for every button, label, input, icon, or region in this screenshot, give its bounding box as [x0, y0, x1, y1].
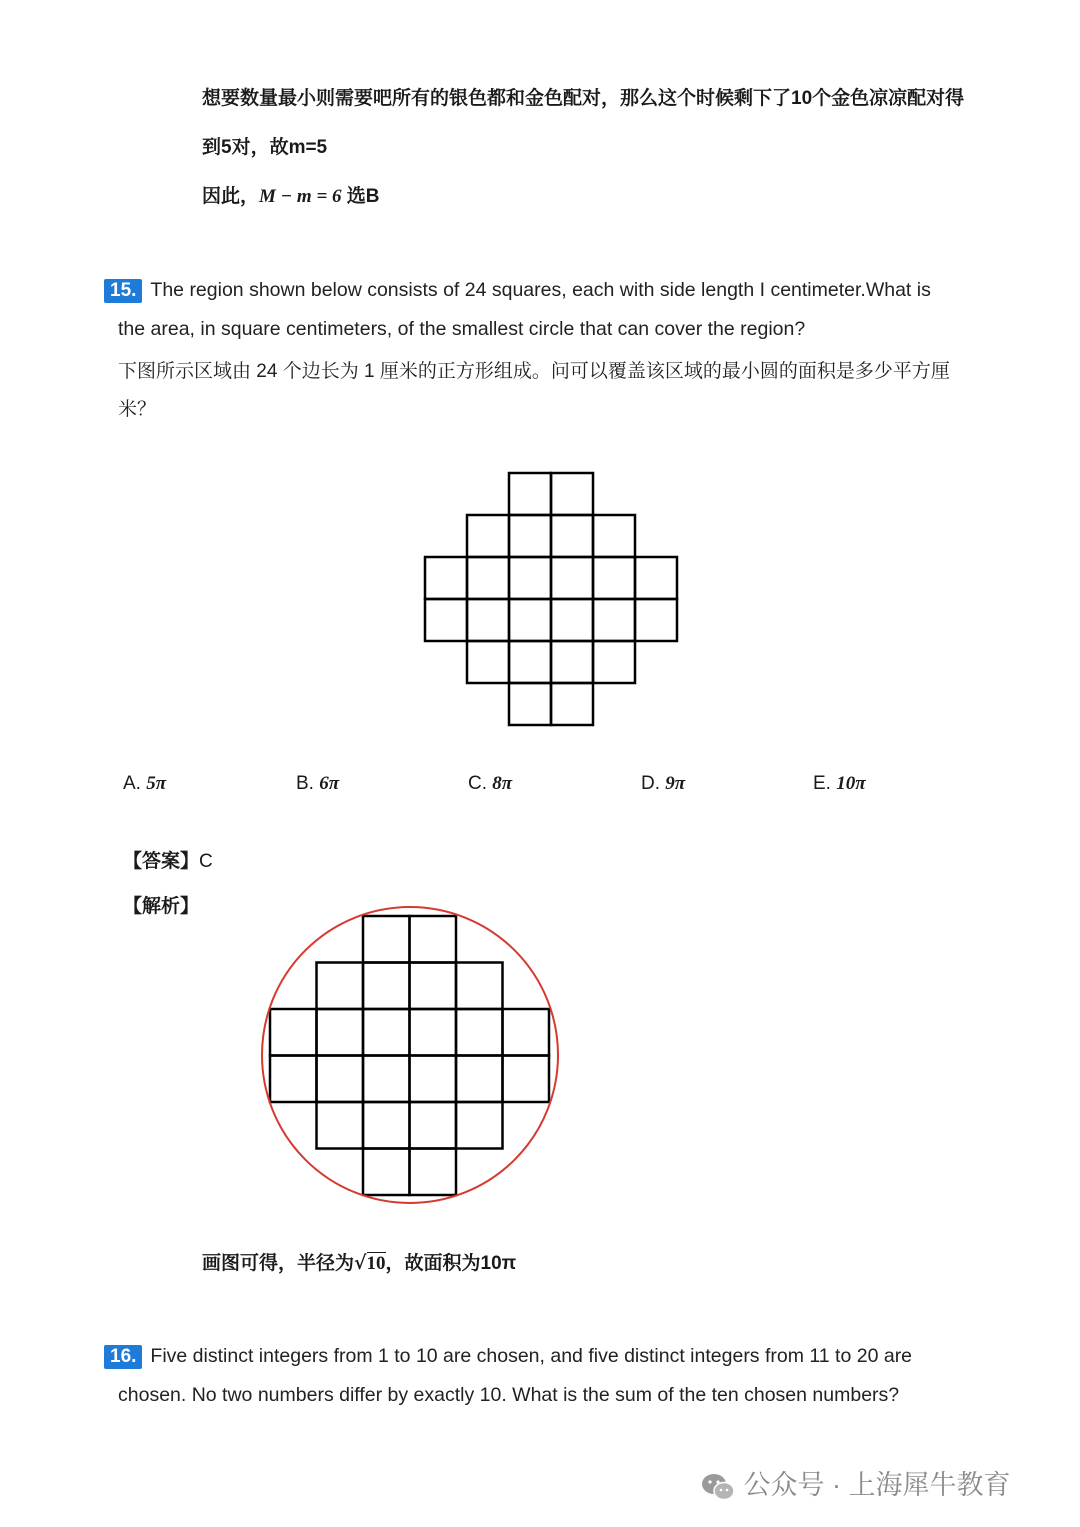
unit-square	[551, 515, 593, 557]
answer-line	[123, 846, 213, 873]
unit-square	[593, 515, 635, 557]
unit-square	[551, 683, 593, 725]
choice-c-value: 8π	[492, 773, 513, 794]
q15-zh-line-1: 下图所示区域由 24 个边长为 1 厘米的正方形组成。问可以覆盖该区域的最小圆的面积是多少平方厘	[118, 361, 950, 382]
sqrt-symbol-icon: √	[354, 1252, 367, 1274]
unit-square	[363, 963, 410, 1010]
unit-square	[456, 1009, 503, 1056]
unit-square	[551, 641, 593, 683]
choice-a	[123, 773, 166, 795]
analysis-text	[202, 1248, 516, 1275]
unit-square	[363, 1009, 410, 1056]
q15-en-line-1	[104, 279, 931, 303]
choice-b-value: 6π	[319, 773, 340, 794]
unit-square	[410, 963, 457, 1010]
footer-watermark	[700, 1463, 1011, 1502]
unit-square	[635, 557, 677, 599]
choice-e-label: E.	[813, 773, 831, 794]
unit-square	[363, 1149, 410, 1196]
prev-solution-line-2: 到5对，故m=5	[202, 137, 328, 158]
q16-number-badge: 16.	[104, 1345, 142, 1369]
unit-square	[317, 1056, 364, 1103]
unit-square	[509, 515, 551, 557]
choice-d	[641, 773, 685, 795]
unit-square	[410, 916, 457, 963]
unit-square	[317, 1102, 364, 1149]
unit-square	[270, 1009, 317, 1056]
unit-square	[551, 557, 593, 599]
unit-square	[551, 473, 593, 515]
sqrt-radicand: 10	[366, 1253, 386, 1274]
answer-label: 【答案】	[123, 851, 200, 872]
unit-square	[509, 599, 551, 641]
analysis-prefix: 画图可得，半径为	[202, 1253, 355, 1274]
unit-square	[270, 1056, 317, 1103]
choice-b-label: B.	[296, 773, 314, 794]
choice-c-label: C.	[468, 773, 487, 794]
unit-square	[509, 557, 551, 599]
unit-square	[509, 641, 551, 683]
q15-region-figure	[420, 468, 684, 732]
prev-solution-suffix: 选B	[341, 186, 380, 207]
unit-square	[425, 557, 467, 599]
unit-square	[467, 641, 509, 683]
unit-square	[456, 1102, 503, 1149]
unit-square	[410, 1149, 457, 1196]
choice-d-value: 9π	[665, 773, 686, 794]
choice-d-label: D.	[641, 773, 660, 794]
q15-en-line-2: the area, in square centimeters, of the smallest circle that can cover the region?	[118, 318, 806, 340]
unit-square	[503, 1009, 550, 1056]
unit-square	[635, 599, 677, 641]
analysis-suffix: ，故面积为10π	[385, 1253, 517, 1274]
prev-solution-prefix: 因此，	[202, 186, 260, 207]
q16-en-line-1	[104, 1345, 912, 1369]
unit-square	[317, 963, 364, 1010]
unit-square	[363, 1056, 410, 1103]
unit-square	[467, 557, 509, 599]
unit-square	[551, 599, 593, 641]
unit-square	[425, 599, 467, 641]
prev-solution-math: M − m = 6	[259, 186, 342, 207]
unit-square	[410, 1102, 457, 1149]
answer-value: C	[199, 851, 213, 872]
wechat-icon	[700, 1472, 736, 1502]
footer-text: 公众号 · 上海犀牛教育	[743, 1470, 1011, 1500]
choice-b	[296, 773, 339, 795]
unit-square	[410, 1009, 457, 1056]
unit-square	[456, 963, 503, 1010]
q16-en-line-2: chosen. No two numbers differ by exactly 10. What is the sum of the ten chosen numbers?	[118, 1384, 900, 1406]
choice-e	[813, 773, 866, 795]
q15-number-badge: 15.	[104, 279, 142, 303]
solution-grid	[270, 916, 549, 1195]
unit-square	[363, 1102, 410, 1149]
analysis-label: 【解析】	[123, 896, 200, 917]
unit-square	[509, 473, 551, 515]
unit-square	[410, 1056, 457, 1103]
q16-en-text-1: Five distinct integers from 1 to 10 are chosen, and five distinct integers from 11 to 20 are	[150, 1345, 913, 1367]
unit-square	[593, 599, 635, 641]
q15-en-text-1: The region shown below consists of 24 squares, each with side length I centimeter.What is	[150, 279, 931, 301]
choice-a-value: 5π	[146, 773, 167, 794]
unit-square	[467, 599, 509, 641]
choice-a-label: A.	[123, 773, 141, 794]
unit-square	[456, 1056, 503, 1103]
unit-square	[467, 515, 509, 557]
unit-square	[363, 916, 410, 963]
q15-zh-line-2: 米？	[118, 399, 157, 420]
unit-square	[509, 683, 551, 725]
choice-c	[468, 773, 512, 795]
unit-square	[593, 641, 635, 683]
q15-solution-figure	[256, 905, 564, 1205]
unit-square	[317, 1009, 364, 1056]
prev-solution-line-3	[202, 181, 380, 208]
region-grid	[425, 473, 677, 725]
choice-e-value: 10π	[836, 773, 866, 794]
unit-square	[593, 557, 635, 599]
unit-square	[503, 1056, 550, 1103]
prev-solution-line-1: 想要数量最小则需要吧所有的银色都和金色配对，那么这个时候剩下了10个金色凉凉配对得	[202, 88, 965, 109]
